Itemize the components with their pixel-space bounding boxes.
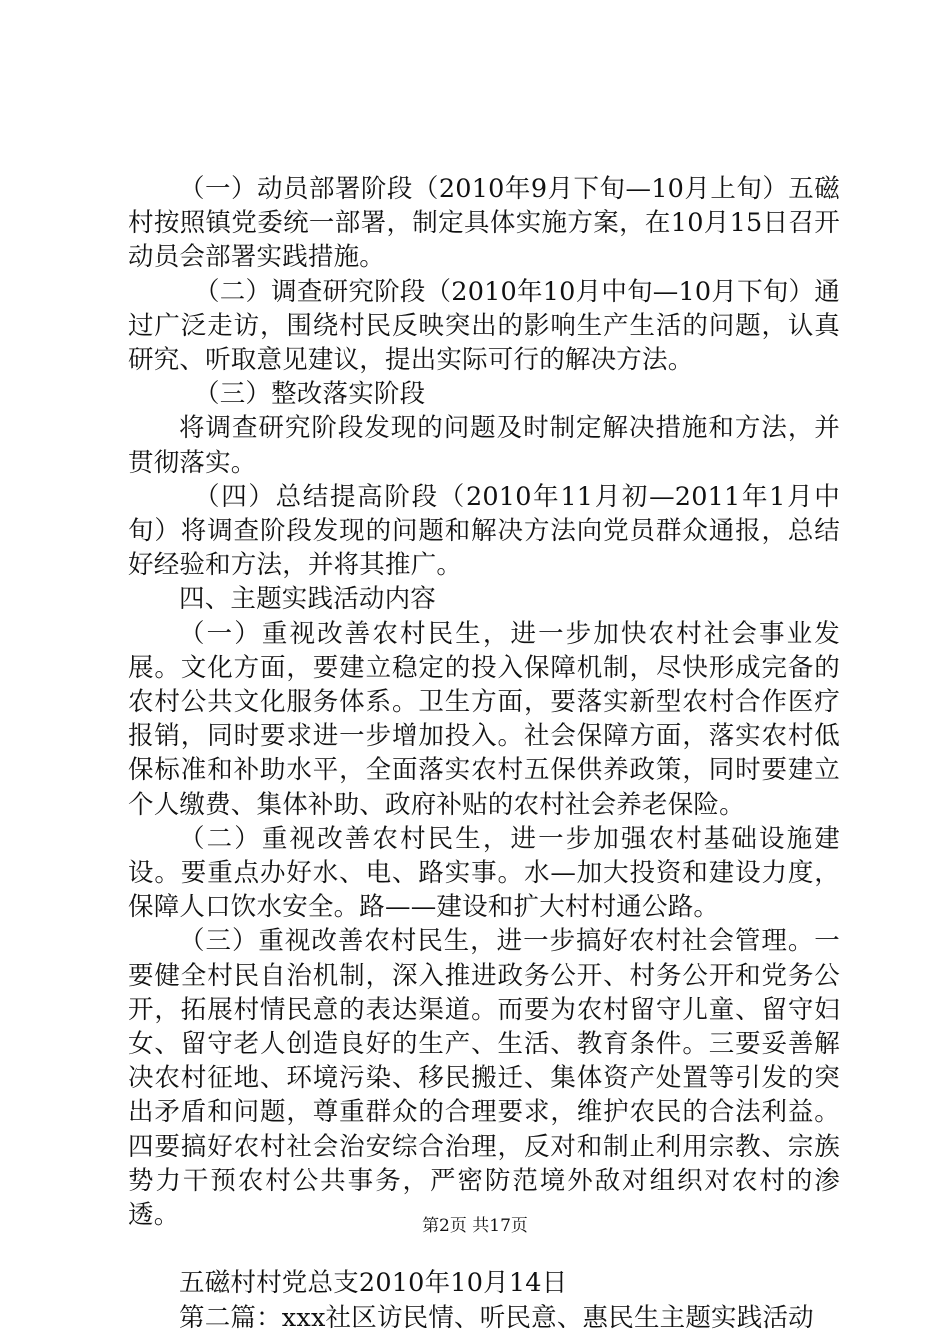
- spacer: [128, 1232, 840, 1266]
- next-article-title: 第二篇：xxx社区访民情、听民意、惠民生主题实践活动: [179, 1302, 814, 1333]
- paragraph-rectification-heading: （三）整改落实阶段: [194, 379, 426, 410]
- paragraph-research-stage: （二）调查研究阶段（2010年10月中旬—10月下旬）通过广泛走访，围绕村民反映突出的影响生产生活的问题，认真研究、听取意见建议，提出实际可行的解决方法。: [128, 276, 840, 376]
- page-number-footer: 第2页 共17页: [422, 1216, 528, 1236]
- paragraph-social-management: （三）重视改善农村民生，进一步搞好农村社会管理。一要健全村民自治机制，深入推进政务公开、村务公开和党务公开，拓展村情民意的表达渠道。而要为农村留守儿童、留守妇女、留守老人创造良好的生产、生活、教育条件。三要妥善解决农村征地、环境污染、移民搬迁、集体资产处置等引发的突出矛盾和问题，尊重群众的合理要求，维护农民的合法利益。四要搞好农村社会治安综合治理，反对和制止利用宗教、宗族势力干预农村公共事务，严密防范境外敌对组织对农村的渗透。: [128, 926, 840, 1231]
- signature-line: 五磁村村党总支2010年10月14日: [179, 1268, 568, 1299]
- document-body: [128, 172, 840, 1335]
- section-heading-activity-content: 四、主题实践活动内容: [179, 584, 437, 615]
- paragraph-social-development: （一）重视改善农村民生，进一步加快农村社会事业发展。文化方面，要建立稳定的投入保障机制，尽快形成完备的农村公共文化服务体系。卫生方面，要落实新型农村合作医疗报销，同时要求进一步增加投入。社会保障方面，落实农村低保标准和补助水平，全面落实农村五保供养政策，同时要建立个人缴费、集体补助、政府补贴的农村社会养老保险。: [128, 618, 840, 820]
- paragraph-mobilization-stage: （一）动员部署阶段（2010年9月下旬—10月上旬）五磁村按照镇党委统一部署，制定具体实施方案，在10月15日召开动员会部署实践措施。: [128, 174, 840, 273]
- paragraph-rectification-body: 将调查研究阶段发现的问题及时制定解决措施和方法，并贯彻落实。: [128, 413, 840, 478]
- paragraph-summary-stage: （四）总结提高阶段（2010年11月初—2011年1月中旬）将调查阶段发现的问题和解决方法向党员群众通报，总结好经验和方法，并将其推广。: [128, 481, 840, 581]
- paragraph-infrastructure: （二）重视改善农村民生，进一步加强农村基础设施建设。要重点办好水、电、路实事。水—加大投资和建设力度，保障人口饮水安全。路——建设和扩大村村通公路。: [128, 823, 840, 923]
